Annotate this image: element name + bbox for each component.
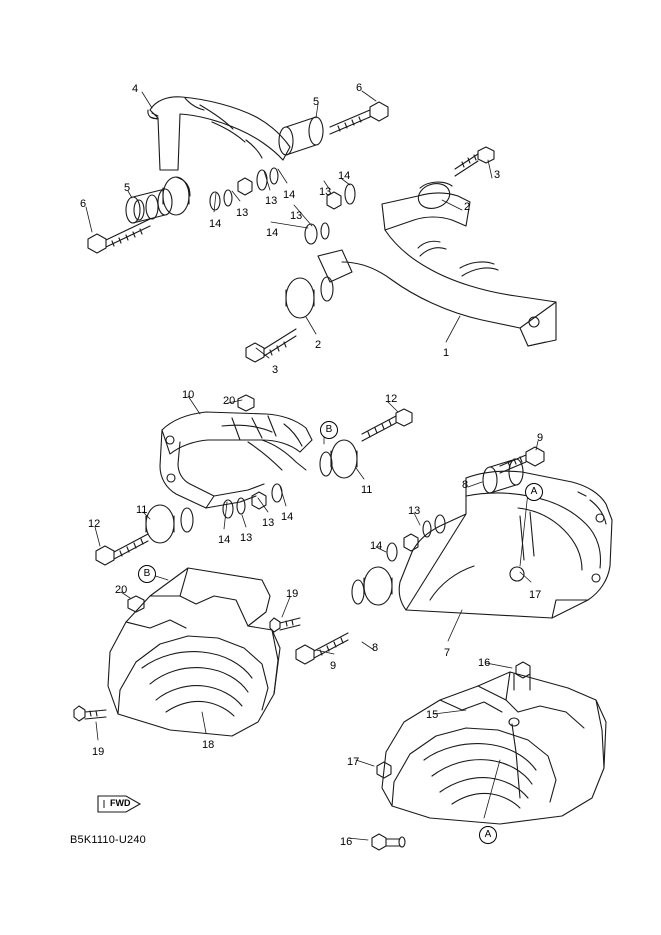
callout-number: 18	[202, 739, 215, 751]
bolt-16-bottom	[372, 834, 405, 850]
callout-number: 17	[347, 756, 360, 768]
screw-19-lower	[74, 706, 106, 721]
callout-number: 12	[385, 393, 398, 405]
callout-number: 13	[408, 505, 421, 517]
callout-number: 3	[272, 364, 279, 376]
hardware-arm7-cluster	[387, 515, 445, 561]
lower-right-arm-7	[352, 471, 612, 618]
collar-8-bolt-9-lower	[296, 633, 348, 664]
callout-number: 15	[426, 709, 439, 721]
bolt-16-top	[514, 662, 530, 690]
callout-number: 16	[340, 836, 353, 848]
callout-number: 6	[80, 198, 87, 210]
circle-marker: B	[138, 565, 156, 583]
bolt-6-top	[330, 102, 388, 134]
bolt-3-lower	[246, 329, 296, 362]
callout-number: 20	[115, 584, 128, 596]
callout-number: 11	[361, 484, 373, 496]
callout-number: 19	[286, 588, 299, 600]
callout-number: 8	[462, 479, 469, 491]
callout-number: 3	[494, 169, 501, 181]
callout-number: 9	[537, 432, 544, 444]
callout-number: 14	[209, 218, 222, 230]
callout-number: 5	[313, 96, 320, 108]
fwd-label: FWD	[110, 798, 131, 808]
callout-number: 6	[356, 82, 363, 94]
mud-shield-15	[382, 672, 606, 824]
callout-number: 14	[218, 534, 231, 546]
callout-number: 14	[266, 227, 279, 239]
callout-number: 8	[372, 642, 379, 654]
callout-number: 11	[136, 504, 148, 516]
callout-number: 14	[283, 189, 296, 201]
callout-number: 2	[315, 339, 322, 351]
callout-number: 13	[265, 195, 278, 207]
callout-number: 2	[464, 201, 471, 213]
callout-number: 20	[223, 395, 236, 407]
mud-shield-18	[108, 568, 280, 736]
callout-number: 9	[330, 660, 337, 672]
callout-number: 1	[443, 347, 450, 359]
callout-number: 13	[319, 186, 332, 198]
callout-number: 10	[182, 389, 195, 401]
part-code-label: B5K1110-U240	[70, 834, 146, 846]
callout-number: 13	[240, 532, 253, 544]
callout-number: 12	[88, 518, 101, 530]
callout-number: 13	[236, 207, 249, 219]
callout-number: 7	[444, 647, 451, 659]
callout-number: 17	[529, 589, 542, 601]
callout-number: 14	[338, 170, 351, 182]
collar-5-top	[279, 117, 323, 155]
callout-number: 14	[370, 540, 383, 552]
callout-number: 5	[124, 182, 131, 194]
bolt-12-left	[96, 534, 148, 565]
screw-19-upper	[270, 618, 300, 632]
callout-number: 16	[478, 657, 491, 669]
nut-20-top	[238, 395, 254, 411]
nut-20-left	[128, 596, 144, 612]
callout-number: 14	[281, 511, 294, 523]
bolt-12-right	[362, 409, 412, 441]
circle-marker: B	[320, 421, 338, 439]
circle-marker: A	[525, 483, 543, 501]
bolt-6-left	[88, 219, 150, 253]
callout-number: 13	[262, 517, 275, 529]
fwd-direction-marker	[96, 792, 142, 816]
callout-number: 13	[290, 210, 303, 222]
callout-number: 19	[92, 746, 105, 758]
circle-marker: A	[479, 826, 497, 844]
callout-number: 4	[132, 83, 139, 95]
hardware-lowerleft-cluster	[223, 484, 282, 518]
